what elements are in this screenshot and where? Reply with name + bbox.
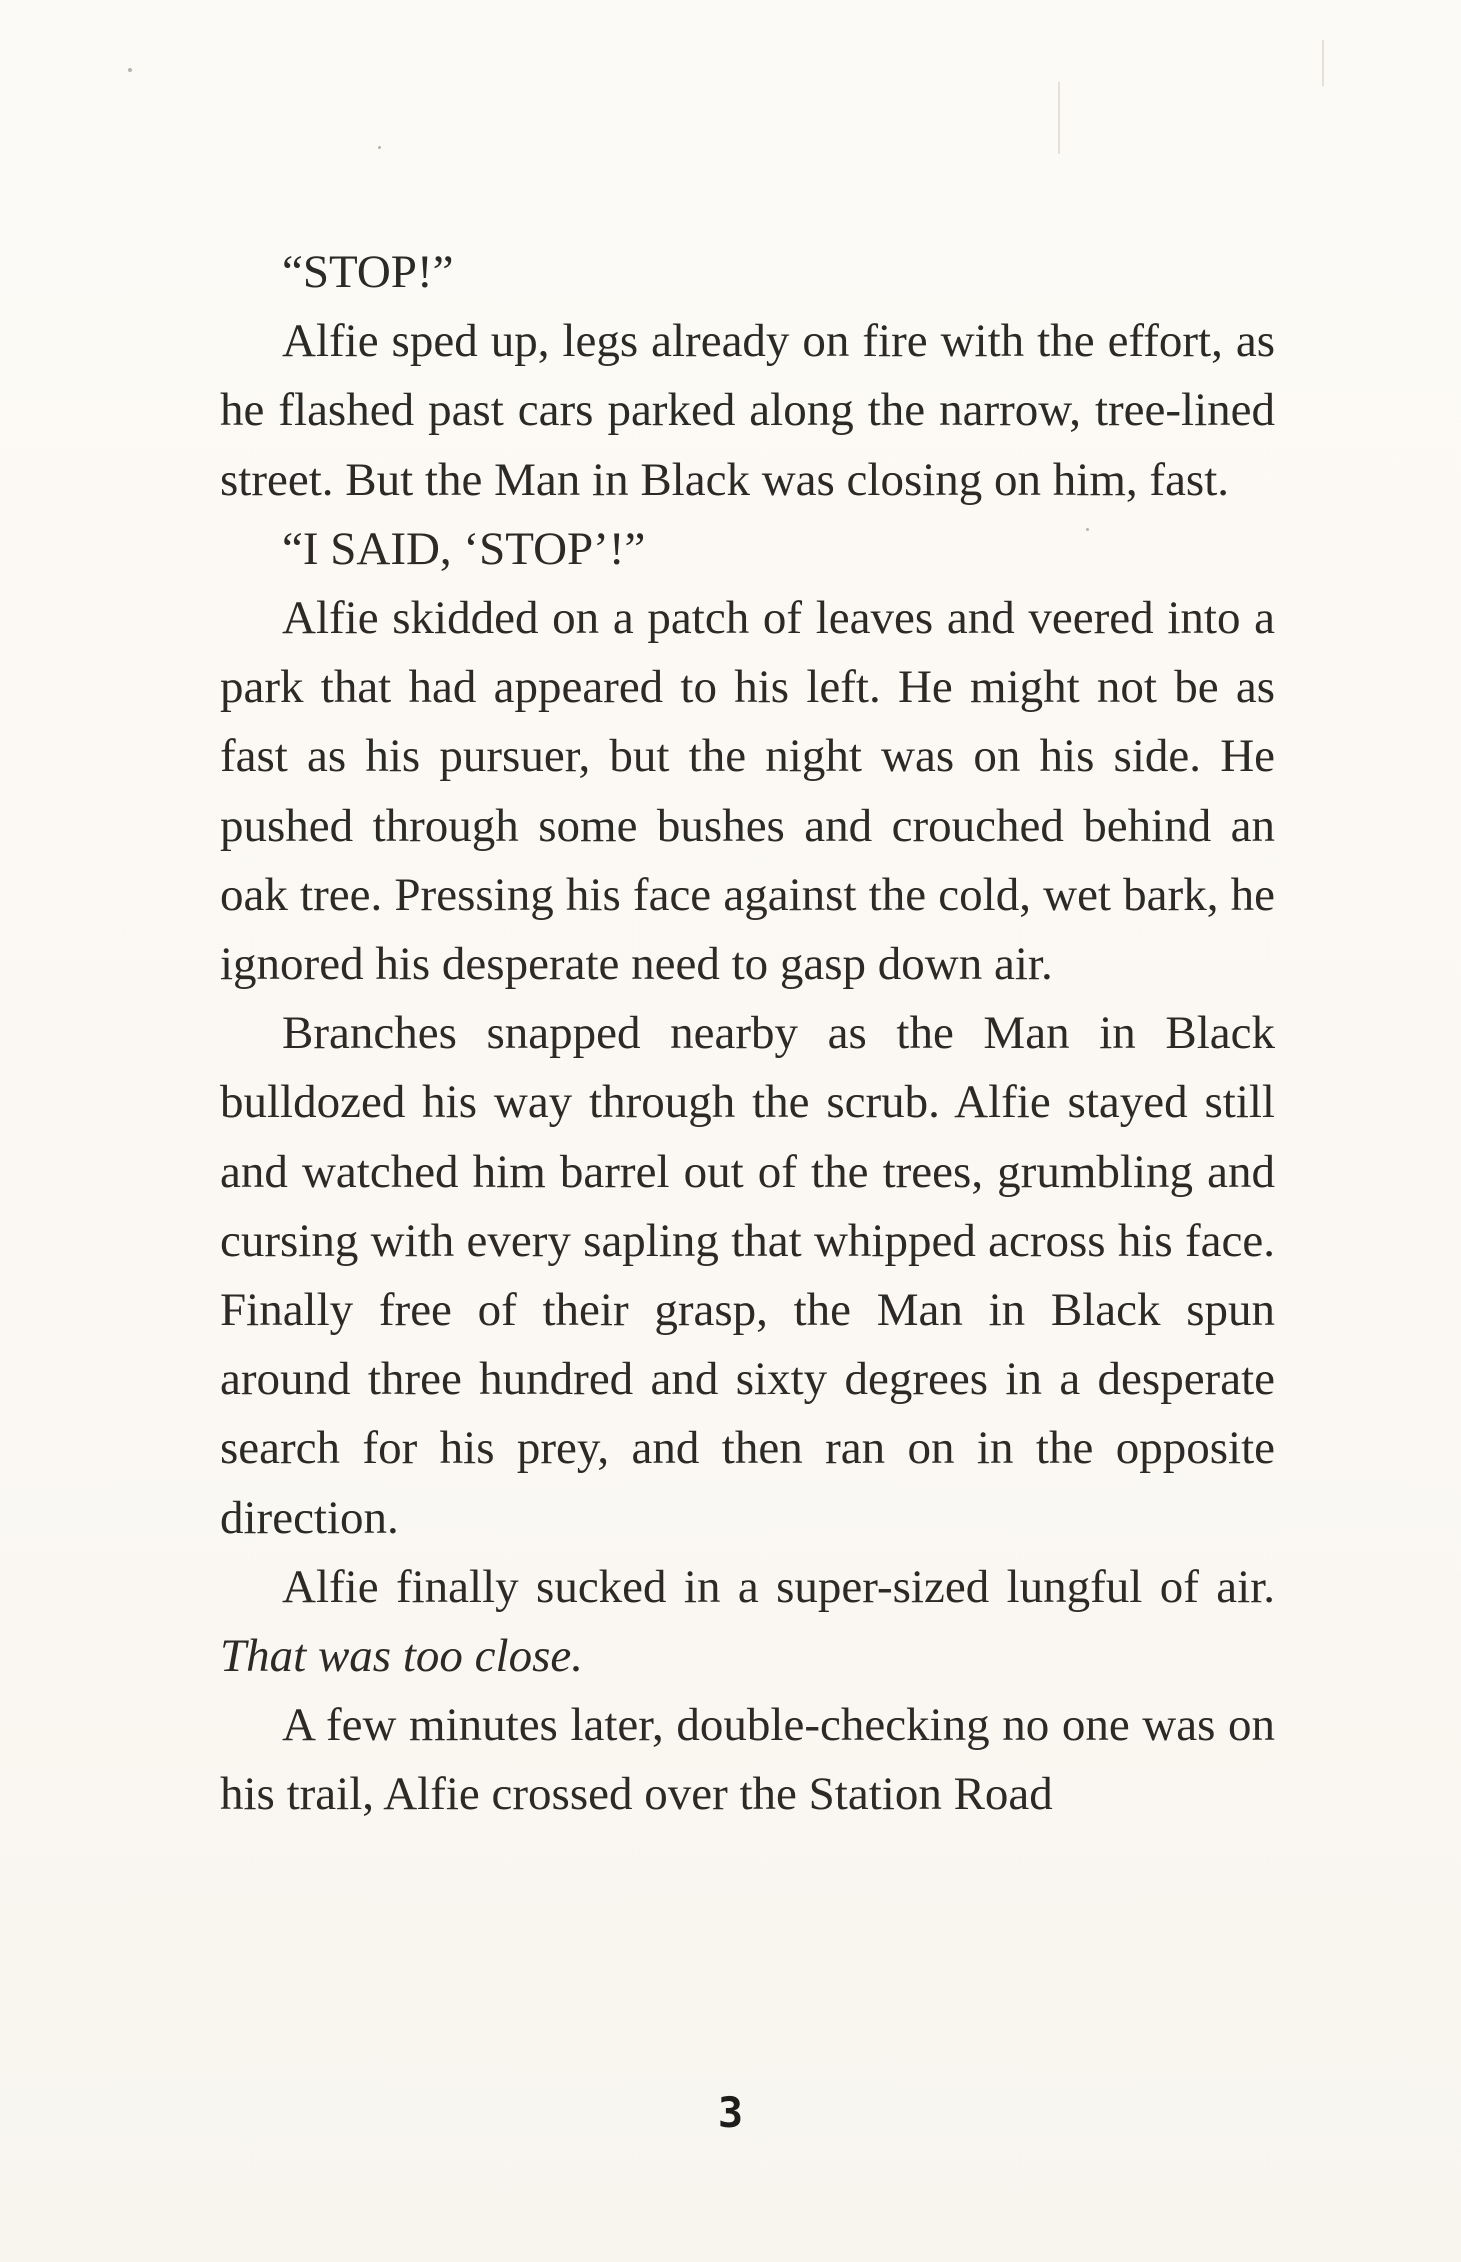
paragraph-5	[220, 999, 1275, 1553]
paper-scratch	[1322, 40, 1324, 86]
body-text	[220, 238, 1275, 1830]
paragraph-7	[220, 1691, 1275, 1829]
paragraph-1	[220, 238, 1275, 307]
paragraph-text: Alfie skidded on a patch of leaves and veered into a park that had appeared to his left. He might not be as fast as his pursuer, but the night was on his side. He pushed through some bushes and crouched behind an oak tree. Pressing his face against the cold, wet bark, he ignored his desperate need to gasp down air.	[220, 592, 1275, 991]
paragraph-text: “STOP!”	[282, 246, 454, 298]
paper-speck	[128, 68, 132, 72]
paragraph-6	[220, 1553, 1275, 1691]
paragraph-2	[220, 307, 1275, 515]
paper-speck	[378, 146, 381, 149]
paragraph-text: Branches snapped nearby as the Man in Black bulldozed his way through the scrub. Alfie stayed still and watched him barrel out of the trees, grumbling and cursing with every sapling that whipped across his face. Finally free of their grasp, the Man in Black spun around three hundred and sixty degrees in a desperate search for his prey, and then ran on in the opposite direction.	[220, 1007, 1275, 1544]
paragraph-4	[220, 584, 1275, 999]
paragraph-text: A few minutes later, double-checking no one was on his trail, Alfie crossed over the Station Road	[220, 1699, 1275, 1821]
paragraph-3	[220, 515, 1275, 584]
paragraph-text: Alfie finally sucked in a super-sized lungful of air.	[282, 1560, 1275, 1613]
paper-scratch	[1058, 82, 1060, 154]
italic-thought: That was too close.	[220, 1630, 583, 1683]
page-number: 3	[717, 2088, 744, 2137]
paragraph-text: “I SAID, ‘STOP’!”	[282, 522, 646, 575]
paragraph-text: Alfie sped up, legs already on fire with the effort, as he flashed past cars parked along the narrow, tree-lined street. But the Man in Black was closing on him, fast.	[220, 315, 1275, 506]
